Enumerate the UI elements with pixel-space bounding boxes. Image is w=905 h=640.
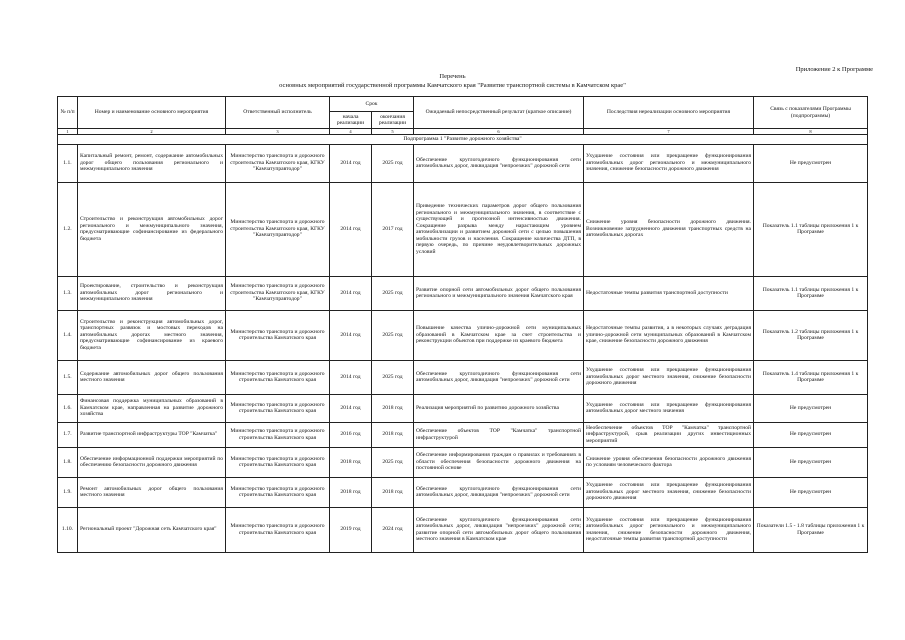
table-row [58,394,868,422]
row-executor: Министерство транспорта и дорожного строительства Камчатского края [226,394,330,422]
title-line-1: Перечень [439,73,466,80]
row-consequences: Ухудшение состояния или прекращение функционирования автомобильных дорог местного значения, снижение безопасности дорожного движения [584,360,754,394]
header-link: Связь с показателями Программы (подпрограммы) [754,97,868,129]
table-row [58,144,868,182]
row-link: Показатели 1.5 - 1.8 таблицы приложения 1 к Программе [754,507,868,552]
row-number: 1.7. [58,422,78,447]
row-start: 2014 год [330,144,372,182]
row-consequences: Недостаточные темпы развития, а в некоторых случаях деградация улично-дорожной сети муниципальных образований в Камчатском крае, снижение безопасности дорожного движения [584,310,754,360]
row-link: Показатель 1.2 таблицы приложения 1 к Программе [754,310,868,360]
row-name: Развитие транспортной инфраструктуры ТОР "Камчатка" [78,422,226,447]
document-title [0,72,905,90]
col-number: 4 [330,129,372,135]
row-name: Строительство и реконструкция автомобильных дорог, транспортных развязок и мостовых переходов на автомобильных дорогах местного значения, предусматривающие софинансирование из краевого бюджета [78,310,226,360]
subprogram-title: Подпрограмма 1 "Развитие дорожного хозяйства" [58,135,868,145]
row-result: Реализация мероприятий по развитию дорожного хозяйства [414,394,584,422]
row-result: Развитие опорной сети автомобильных дорог общего пользования регионального и межмуниципального значения Камчатского края [414,276,584,310]
row-link: Показатель 1.1 таблицы приложения 1 к Программе [754,276,868,310]
row-executor: Министерство транспорта и дорожного строительства Камчатского края [226,477,330,507]
row-consequences: Необеспечение объектов ТОР "Камчатка" транспортной инфраструктурой, срыв реализации других инвестиционных мероприятий [584,422,754,447]
row-link: Показатель 1.1 таблицы приложения 1 к Программе [754,182,868,276]
row-start: 2016 год [330,422,372,447]
row-number: 1.5. [58,360,78,394]
header-name: Номер и наименование основного мероприятия [78,97,226,129]
row-start: 2018 год [330,447,372,477]
row-start: 2018 год [330,477,372,507]
row-number: 1.8. [58,447,78,477]
row-end: 2024 год [372,507,414,552]
row-end: 2025 год [372,144,414,182]
header-num: № п/п [58,97,78,129]
row-name: Обеспечение информационной поддержки мероприятий по обеспечению безопасности дорожного движения [78,447,226,477]
row-link: Не предусмотрен [754,144,868,182]
row-name: Проектирование, строительство и реконструкция автомобильных дорог регионального и межмуниципального значения [78,276,226,310]
table-row [58,182,868,276]
row-link: Не предусмотрен [754,447,868,477]
row-start: 2019 год [330,507,372,552]
row-executor: Министерство транспорта и дорожного строительства Камчатского края [226,507,330,552]
header-start: начала реализации [330,112,372,129]
row-end: 2025 год [372,276,414,310]
row-consequences: Ухудшение состояния или прекращение функционирования автомобильных дорог регионального и межмуниципального значения, снижение безопасности дорожного движения, недостаточные темпы развития транспортной доступности [584,507,754,552]
row-number: 1.3. [58,276,78,310]
row-executor: Министерство транспорта и дорожного строительства Камчатского края [226,310,330,360]
header-term: Срок [330,97,414,112]
row-end: 2018 год [372,477,414,507]
col-number: 3 [226,129,330,135]
row-end: 2025 год [372,447,414,477]
row-number: 1.9. [58,477,78,507]
row-executor: Министерство транспорта и дорожного строительства Камчатского края, КГКУ "Камчатуправтодор" [226,182,330,276]
table-row [58,447,868,477]
col-number: 7 [584,129,754,135]
row-number: 1.2. [58,182,78,276]
row-executor: Министерство транспорта и дорожного строительства Камчатского края, КГКУ "Камчатуправтодор" [226,276,330,310]
row-consequences: Снижение уровня безопасности дорожного движения. Возникновение затрудненного движения транспортных средств на автомобильных дорогах [584,182,754,276]
row-consequences: Ухудшение состояния или прекращение функционирования автомобильных дорог местного значения, снижение безопасности дорожного движения [584,477,754,507]
row-link: Не предусмотрен [754,422,868,447]
row-consequences: Недостаточные темпы развития транспортной доступности [584,276,754,310]
header-executor: Ответственный исполнитель [226,97,330,129]
row-consequences: Снижение уровня обеспечения безопасности дорожного движения по условиям человеческого фактора [584,447,754,477]
row-name: Строительство и реконструкция автомобильных дорог регионального и межмуниципального значения, предусматривающие софинансирование из федерального бюджета [78,182,226,276]
table-row [58,422,868,447]
row-number: 1.10. [58,507,78,552]
row-link: Не предусмотрен [754,477,868,507]
row-consequences: Ухудшение состояния или прекращение функционирования автомобильных дорог регионального и межмуниципального значения, снижение безопасности дорожного движения [584,144,754,182]
row-result: Приведение технических параметров дорог общего пользования регионального и межмуниципального значения, в соответствие с существующей и прогнозной интенсивностью движения. Сокращение разрыва между нарастающим уровнем автомобилизации и развитием дорожной сети с целью повышения мобильности грузов и населения. Сокращение количества ДТП, в первую очередь, по причине неудовлетворительных дорожных условий [414,182,584,276]
row-result: Повышение качества улично-дорожной сети муниципальных образований в Камчатском крае за счет строительства и реконструкции объектов при поддержке из краевого бюджета [414,310,584,360]
row-executor: Министерство транспорта и дорожного строительства Камчатского края [226,422,330,447]
row-start: 2014 год [330,276,372,310]
row-result: Обеспечение информирования граждан о правилах и требованиях в области обеспечения безопасности дорожного движения на постоянной основе [414,447,584,477]
row-start: 2014 год [330,310,372,360]
row-end: 2018 год [372,422,414,447]
row-name: Содержание автомобильных дорог общего пользования местного значения [78,360,226,394]
title-line-2: основных мероприятий государственной программы Камчатского края "Развитие транспортной системы в Камчатском крае" [279,82,626,89]
row-link: Не предусмотрен [754,394,868,422]
row-result: Обеспечение круглогодичного функционирования сети автомобильных дорог, ликвидация "непроезжих" дорожной сети [414,477,584,507]
table-row [58,276,868,310]
row-result: Обеспечение круглогодичного функционирования сети автомобильных дорог, ликвидация "непроезжих" дорожной сети [414,360,584,394]
row-executor: Министерство транспорта и дорожного строительства Камчатского края [226,360,330,394]
row-executor: Министерство транспорта и дорожного строительства Камчатского края [226,447,330,477]
col-number: 5 [372,129,414,135]
row-number: 1.1. [58,144,78,182]
row-start: 2014 год [330,360,372,394]
row-result: Обеспечение объектов ТОР "Камчатка" транспортной инфраструктурой [414,422,584,447]
table-row [58,310,868,360]
row-result: Обеспечение круглогодичного функционирования сети автомобильных дорог, ликвидация "непроезжих" дорожной сети [414,144,584,182]
header-end: окончания реализации [372,112,414,129]
measures-table [57,96,868,553]
appendix-label: Приложение 2 к Программе [795,66,873,73]
table-row [58,477,868,507]
col-number: 8 [754,129,868,135]
row-number: 1.4. [58,310,78,360]
row-link: Показатель 1.4 таблицы приложения 1 к Программе [754,360,868,394]
header-result: Ожидаемый непосредственный результат (краткое описание) [414,97,584,129]
row-executor: Министерство транспорта и дорожного строительства Камчатского края, КГКУ "Камчатуправтодор" [226,144,330,182]
row-consequences: Ухудшение состояния или прекращение функционирования автомобильных дорог местного значения [584,394,754,422]
row-name: Региональный проект "Дорожная сеть Камчатского края" [78,507,226,552]
row-result: Обеспечение круглогодичного функционирования сети автомобильных дорог, ликвидация "непроезжих" дорожной сети; развитие опорной сети автомобильных дорог общего пользования местного значения в Камчатском крае [414,507,584,552]
row-end: 2017 год [372,182,414,276]
row-name: Ремонт автомобильных дорог общего пользования местного значения [78,477,226,507]
row-start: 2014 год [330,182,372,276]
row-number: 1.6. [58,394,78,422]
col-number: 2 [78,129,226,135]
header-consequences: Последствия нереализации основного мероприятия [584,97,754,129]
row-end: 2025 год [372,360,414,394]
row-end: 2018 год [372,394,414,422]
row-name: Капитальный ремонт, ремонт, содержание автомобильных дорог общего пользования регионального и межмуниципального значения [78,144,226,182]
table-row [58,507,868,552]
row-end: 2025 год [372,310,414,360]
row-start: 2014 год [330,394,372,422]
col-number: 1 [58,129,78,135]
col-number: 6 [414,129,584,135]
table-row [58,360,868,394]
row-name: Финансовая поддержка муниципальных образований в Камчатском крае, направленная на развитие дорожного хозяйства [78,394,226,422]
